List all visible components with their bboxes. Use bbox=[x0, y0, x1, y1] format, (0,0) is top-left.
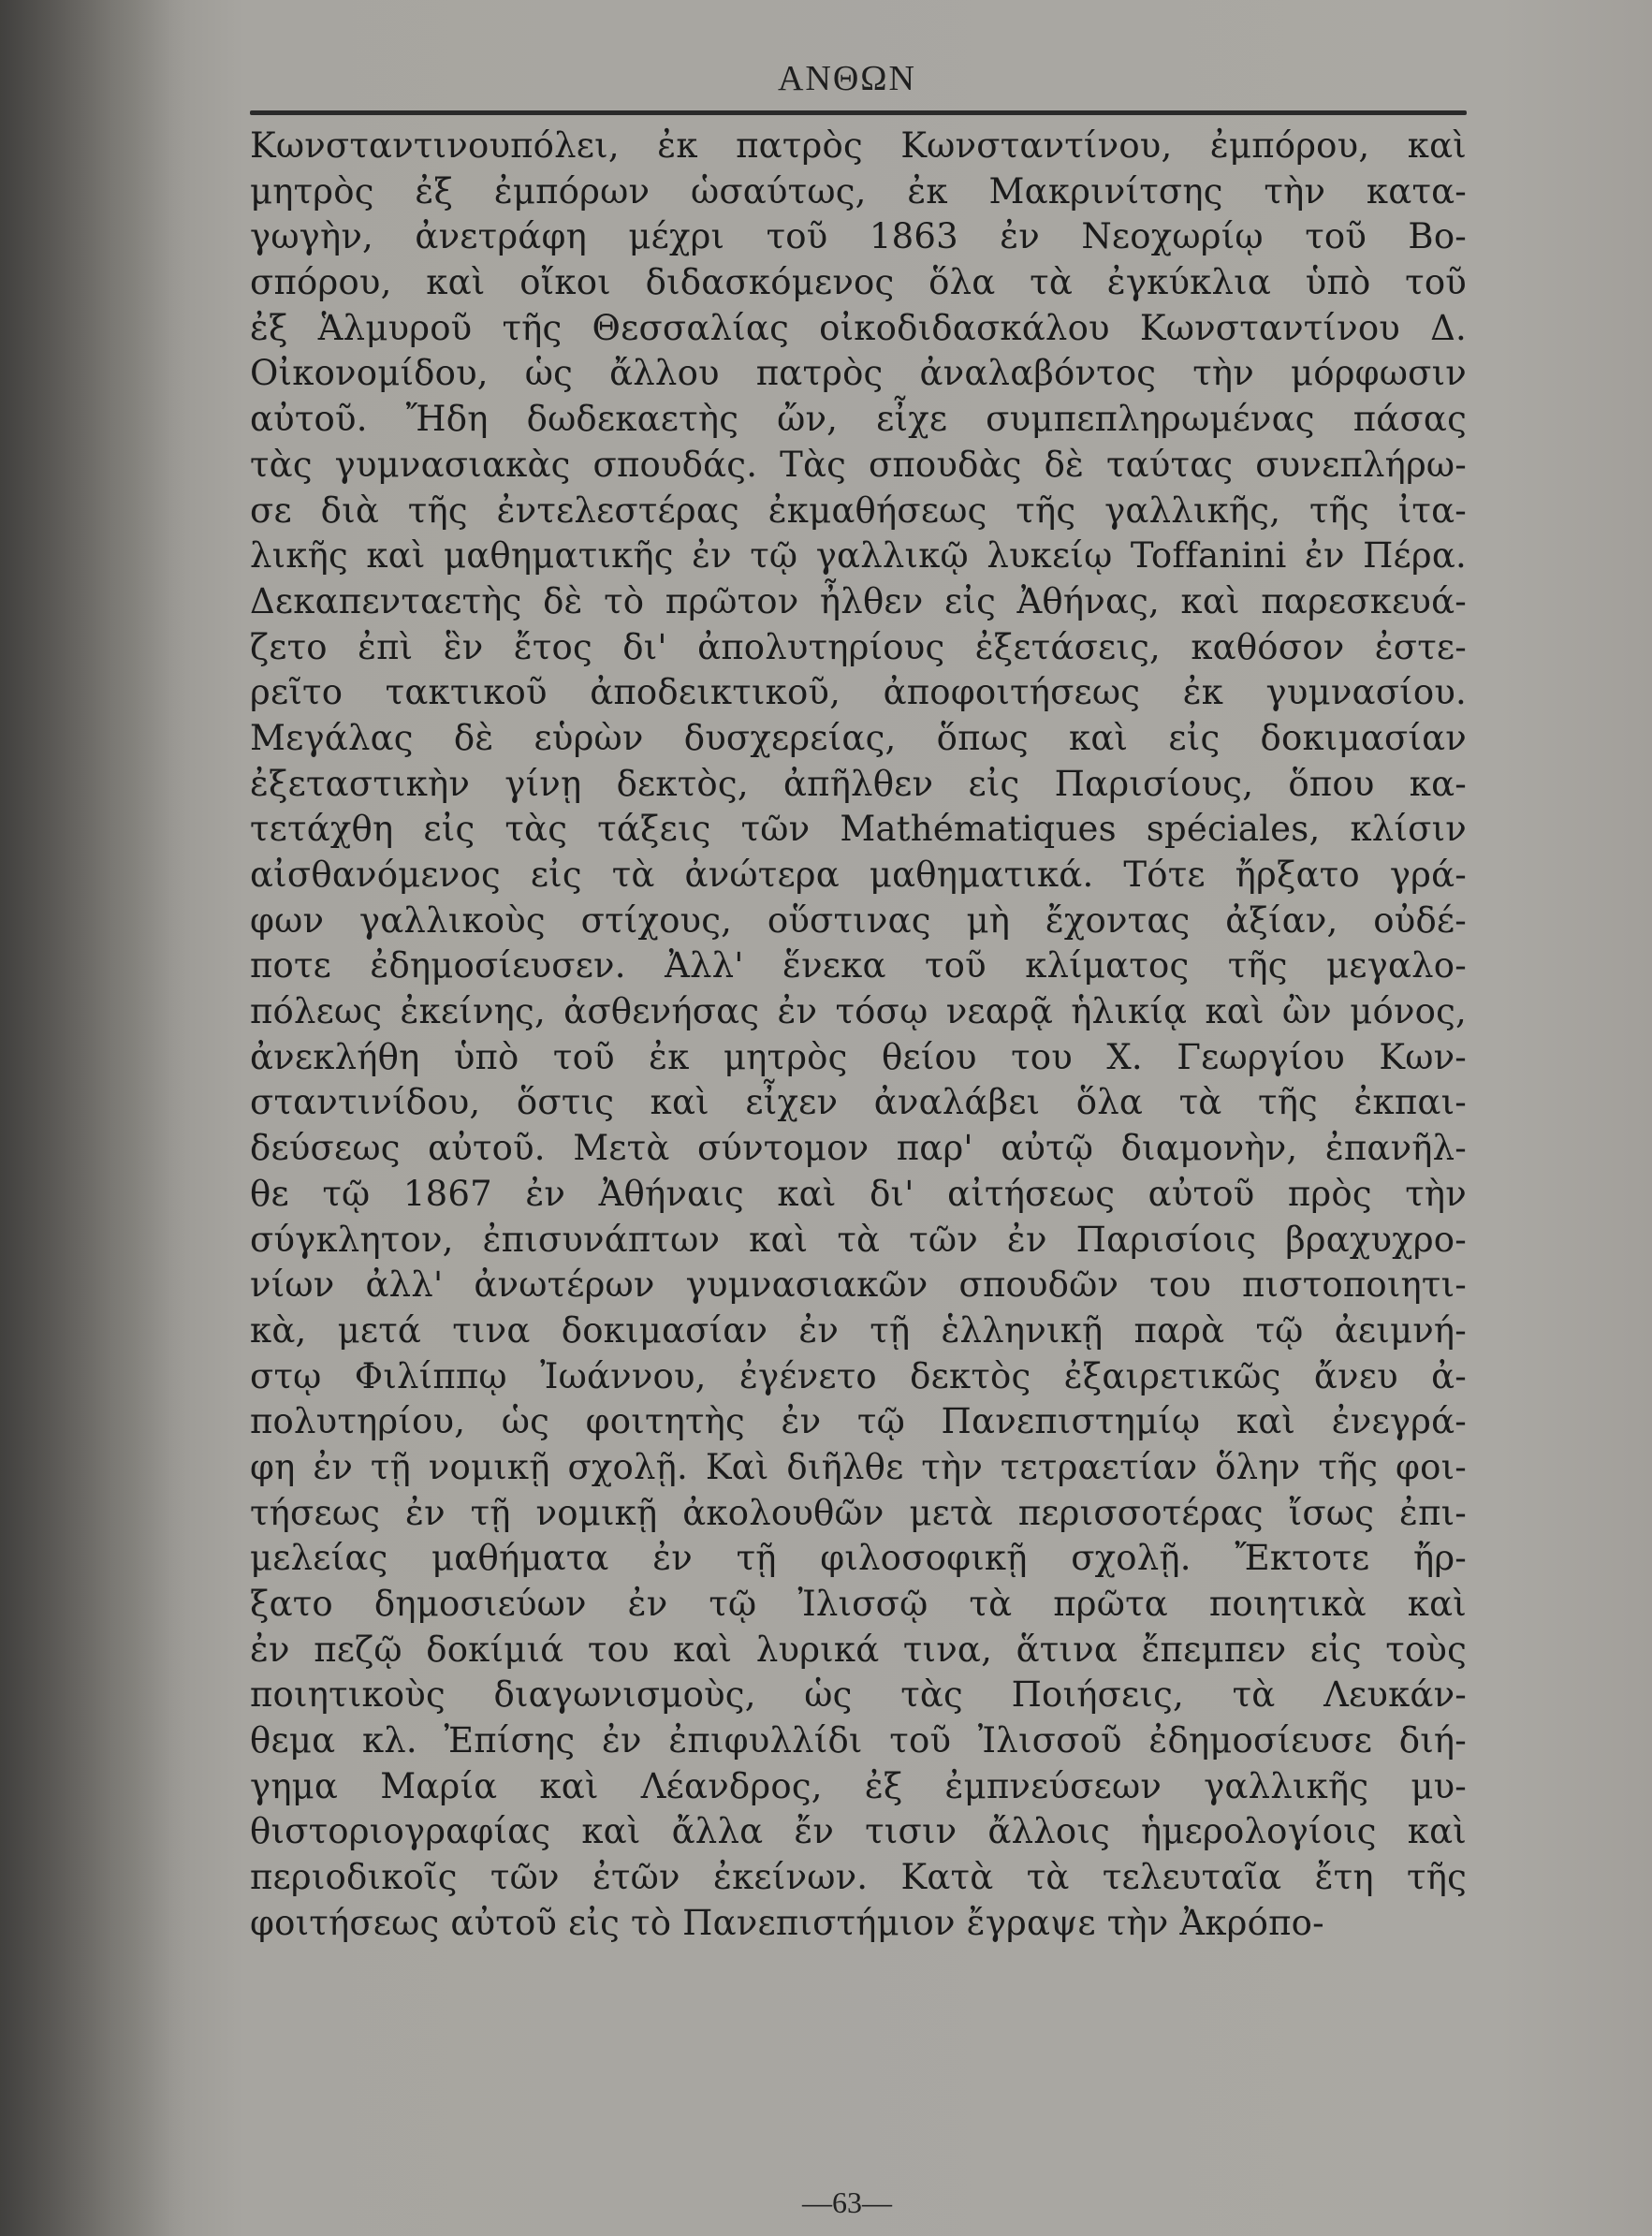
text-line: θεμα κλ. Ἐπίσης ἐν ἐπιφυλλίδι τοῦ Ἰλισσοῦ ἐδημοσίευσε διή- bbox=[250, 1720, 1467, 1761]
text-line: Δεκαπενταετὴς δὲ τὸ πρῶτον ἦλθεν εἰς Ἀθήνας, καὶ παρεσκευά- bbox=[250, 580, 1467, 621]
text-line: σε διὰ τῆς ἐντελεστέρας ἐκμαθήσεως τῆς γαλλικῆς, τῆς ἰτα- bbox=[250, 490, 1467, 531]
text-line: γημα Μαρία καὶ Λέανδρος, ἐξ ἐμπνεύσεων γαλλικῆς μυ- bbox=[250, 1765, 1467, 1806]
text-line: Κωνσταντινουπόλει, ἐκ πατρὸς Κωνσταντίνου, ἐμπόρου, καὶ bbox=[250, 125, 1467, 166]
text-line: ἐν πεζῷ δοκίμιά του καὶ λυρικά τινα, ἅτινα ἔπεμπεν εἰς τοὺς bbox=[250, 1629, 1467, 1670]
text-line: αἰσθανόμενος εἰς τὰ ἀνώτερα μαθηματικά. Τότε ἤρξατο γρά- bbox=[250, 855, 1467, 895]
text-line: νίων ἀλλ' ἀνωτέρων γυμνασιακῶν σπουδῶν του πιστοποιητι- bbox=[250, 1264, 1467, 1306]
page-number: —63— bbox=[802, 2185, 892, 2219]
text-line: θε τῷ 1867 ἐν Ἀθήναις καὶ δι' αἰτήσεως αὐτοῦ πρὸς τὴν bbox=[250, 1173, 1467, 1214]
text-line: μελείας μαθήματα ἐν τῇ φιλοσοφικῇ σχολῇ. Ἔκτοτε ἤρ- bbox=[250, 1538, 1467, 1579]
header-rule bbox=[250, 110, 1467, 115]
text-line: θιστοριογραφίας καὶ ἄλλα ἔν τισιν ἄλλοις ἡμερολογίοις καὶ bbox=[250, 1811, 1467, 1852]
text-line: ξατο δημοσιεύων ἐν τῷ Ἰλισσῷ τὰ πρῶτα ποιητικὰ καὶ bbox=[250, 1584, 1467, 1624]
text-line: σταντινίδου, ὅστις καὶ εἶχεν ἀναλάβει ὅλα τὰ τῆς ἐκπαι- bbox=[250, 1082, 1467, 1123]
text-line: δεύσεως αὐτοῦ. Μετὰ σύντομον παρ' αὐτῷ διαμονὴν, ἐπανῆλ- bbox=[250, 1128, 1467, 1169]
text-line: κὰ, μετά τινα δοκιμασίαν ἐν τῇ ἑλληνικῇ παρὰ τῷ ἀειμνή- bbox=[250, 1309, 1467, 1351]
text-line: πόλεως ἐκείνης, ἀσθενήσας ἐν τόσῳ νεαρᾷ ἡλικίᾳ καὶ ὢν μόνος, bbox=[250, 991, 1467, 1032]
text-line: ἐξ Ἁλμυροῦ τῆς Θεσσαλίας οἰκοδιδασκάλου Κωνσταντίνου Δ. bbox=[250, 307, 1467, 348]
text-line: πολυτηρίου, ὡς φοιτητὴς ἐν τῷ Πανεπιστημίῳ καὶ ἐνεγρά- bbox=[250, 1401, 1467, 1442]
book-page bbox=[192, 0, 1502, 2236]
text-line: ἀνεκλήθη ὑπὸ τοῦ ἐκ μητρὸς θείου του Χ. Γεωργίου Κων- bbox=[250, 1036, 1467, 1077]
text-line: ρεῖτο τακτικοῦ ἀποδεικτικοῦ, ἀποφοιτήσεως ἐκ γυμνασίου. bbox=[250, 672, 1467, 713]
body-text bbox=[250, 124, 1467, 1947]
text-line: ποτε ἐδημοσίευσεν. Ἀλλ' ἕνεκα τοῦ κλίματος τῆς μεγαλο- bbox=[250, 945, 1467, 986]
text-line: μητρὸς ἐξ ἐμπόρων ὡσαύτως, ἐκ Μακρινίτσης τὴν κατα- bbox=[250, 170, 1467, 212]
text-line: Οἰκονομίδου, ὡς ἄλλου πατρὸς ἀναλαβόντος τὴν μόρφωσιν bbox=[250, 353, 1467, 394]
text-line: σύγκλητον, ἐπισυνάπτων καὶ τὰ τῶν ἐν Παρισίοις βραχυχρο- bbox=[250, 1219, 1467, 1260]
text-line: τετάχθη εἰς τὰς τάξεις τῶν Mathématiques spéciales, κλίσιν bbox=[250, 809, 1467, 850]
text-line: Μεγάλας δὲ εὑρὼν δυσχερείας, ὅπως καὶ εἰς δοκιμασίαν bbox=[250, 717, 1467, 758]
text-line: φων γαλλικοὺς στίχους, οὕστινας μὴ ἔχοντας ἀξίαν, οὐδέ- bbox=[250, 899, 1467, 941]
text-line: ζετο ἐπὶ ἓν ἔτος δι' ἀπολυτηρίους ἐξετάσεις, καθόσον ἐστε- bbox=[250, 626, 1467, 667]
running-header: ΑΝΘΩΝ bbox=[777, 59, 916, 98]
text-line: φη ἐν τῇ νομικῇ σχολῇ. Καὶ διῆλθε τὴν τετραετίαν ὅλην τῆς φοι- bbox=[250, 1446, 1467, 1487]
text-line: σπόρου, καὶ οἴκοι διδασκόμενος ὅλα τὰ ἐγκύκλια ὑπὸ τοῦ bbox=[250, 262, 1467, 303]
text-line: περιοδικοῖς τῶν ἐτῶν ἐκείνων. Κατὰ τὰ τελευταῖα ἔτη τῆς bbox=[250, 1857, 1467, 1898]
text-line: τήσεως ἐν τῇ νομικῇ ἀκολουθῶν μετὰ περισσοτέρας ἴσως ἐπι- bbox=[250, 1492, 1467, 1533]
text-line: ποιητικοὺς διαγωνισμοὺς, ὡς τὰς Ποιήσεις, τὰ Λευκάν- bbox=[250, 1674, 1467, 1716]
text-line: φοιτήσεως αὐτοῦ εἰς τὸ Πανεπιστήμιον ἔγραψε τὴν Ἀκρόπο- bbox=[250, 1902, 1324, 1943]
binding-shadow bbox=[0, 0, 187, 2236]
text-line: λικῆς καὶ μαθηματικῆς ἐν τῷ γαλλικῷ λυκείῳ Toffanini ἐν Πέρα. bbox=[250, 535, 1467, 577]
text-line: ἐξεταστικὴν γίνῃ δεκτὸς, ἀπῆλθεν εἰς Παρισίους, ὅπου κα- bbox=[250, 763, 1467, 804]
text-line: αὐτοῦ. Ἤδη δωδεκαετὴς ὤν, εἶχε συμπεπληρωμένας πάσας bbox=[250, 399, 1467, 440]
text-line: γωγὴν, ἀνετράφη μέχρι τοῦ 1863 ἐν Νεοχωρίῳ τοῦ Βο- bbox=[250, 216, 1467, 257]
text-line: στῳ Φιλίππῳ Ἰωάννου, ἐγένετο δεκτὸς ἐξαιρετικῶς ἄνευ ἀ- bbox=[250, 1355, 1467, 1396]
text-line: τὰς γυμνασιακὰς σπουδάς. Τὰς σπουδὰς δὲ ταύτας συνεπλήρω- bbox=[250, 444, 1467, 485]
